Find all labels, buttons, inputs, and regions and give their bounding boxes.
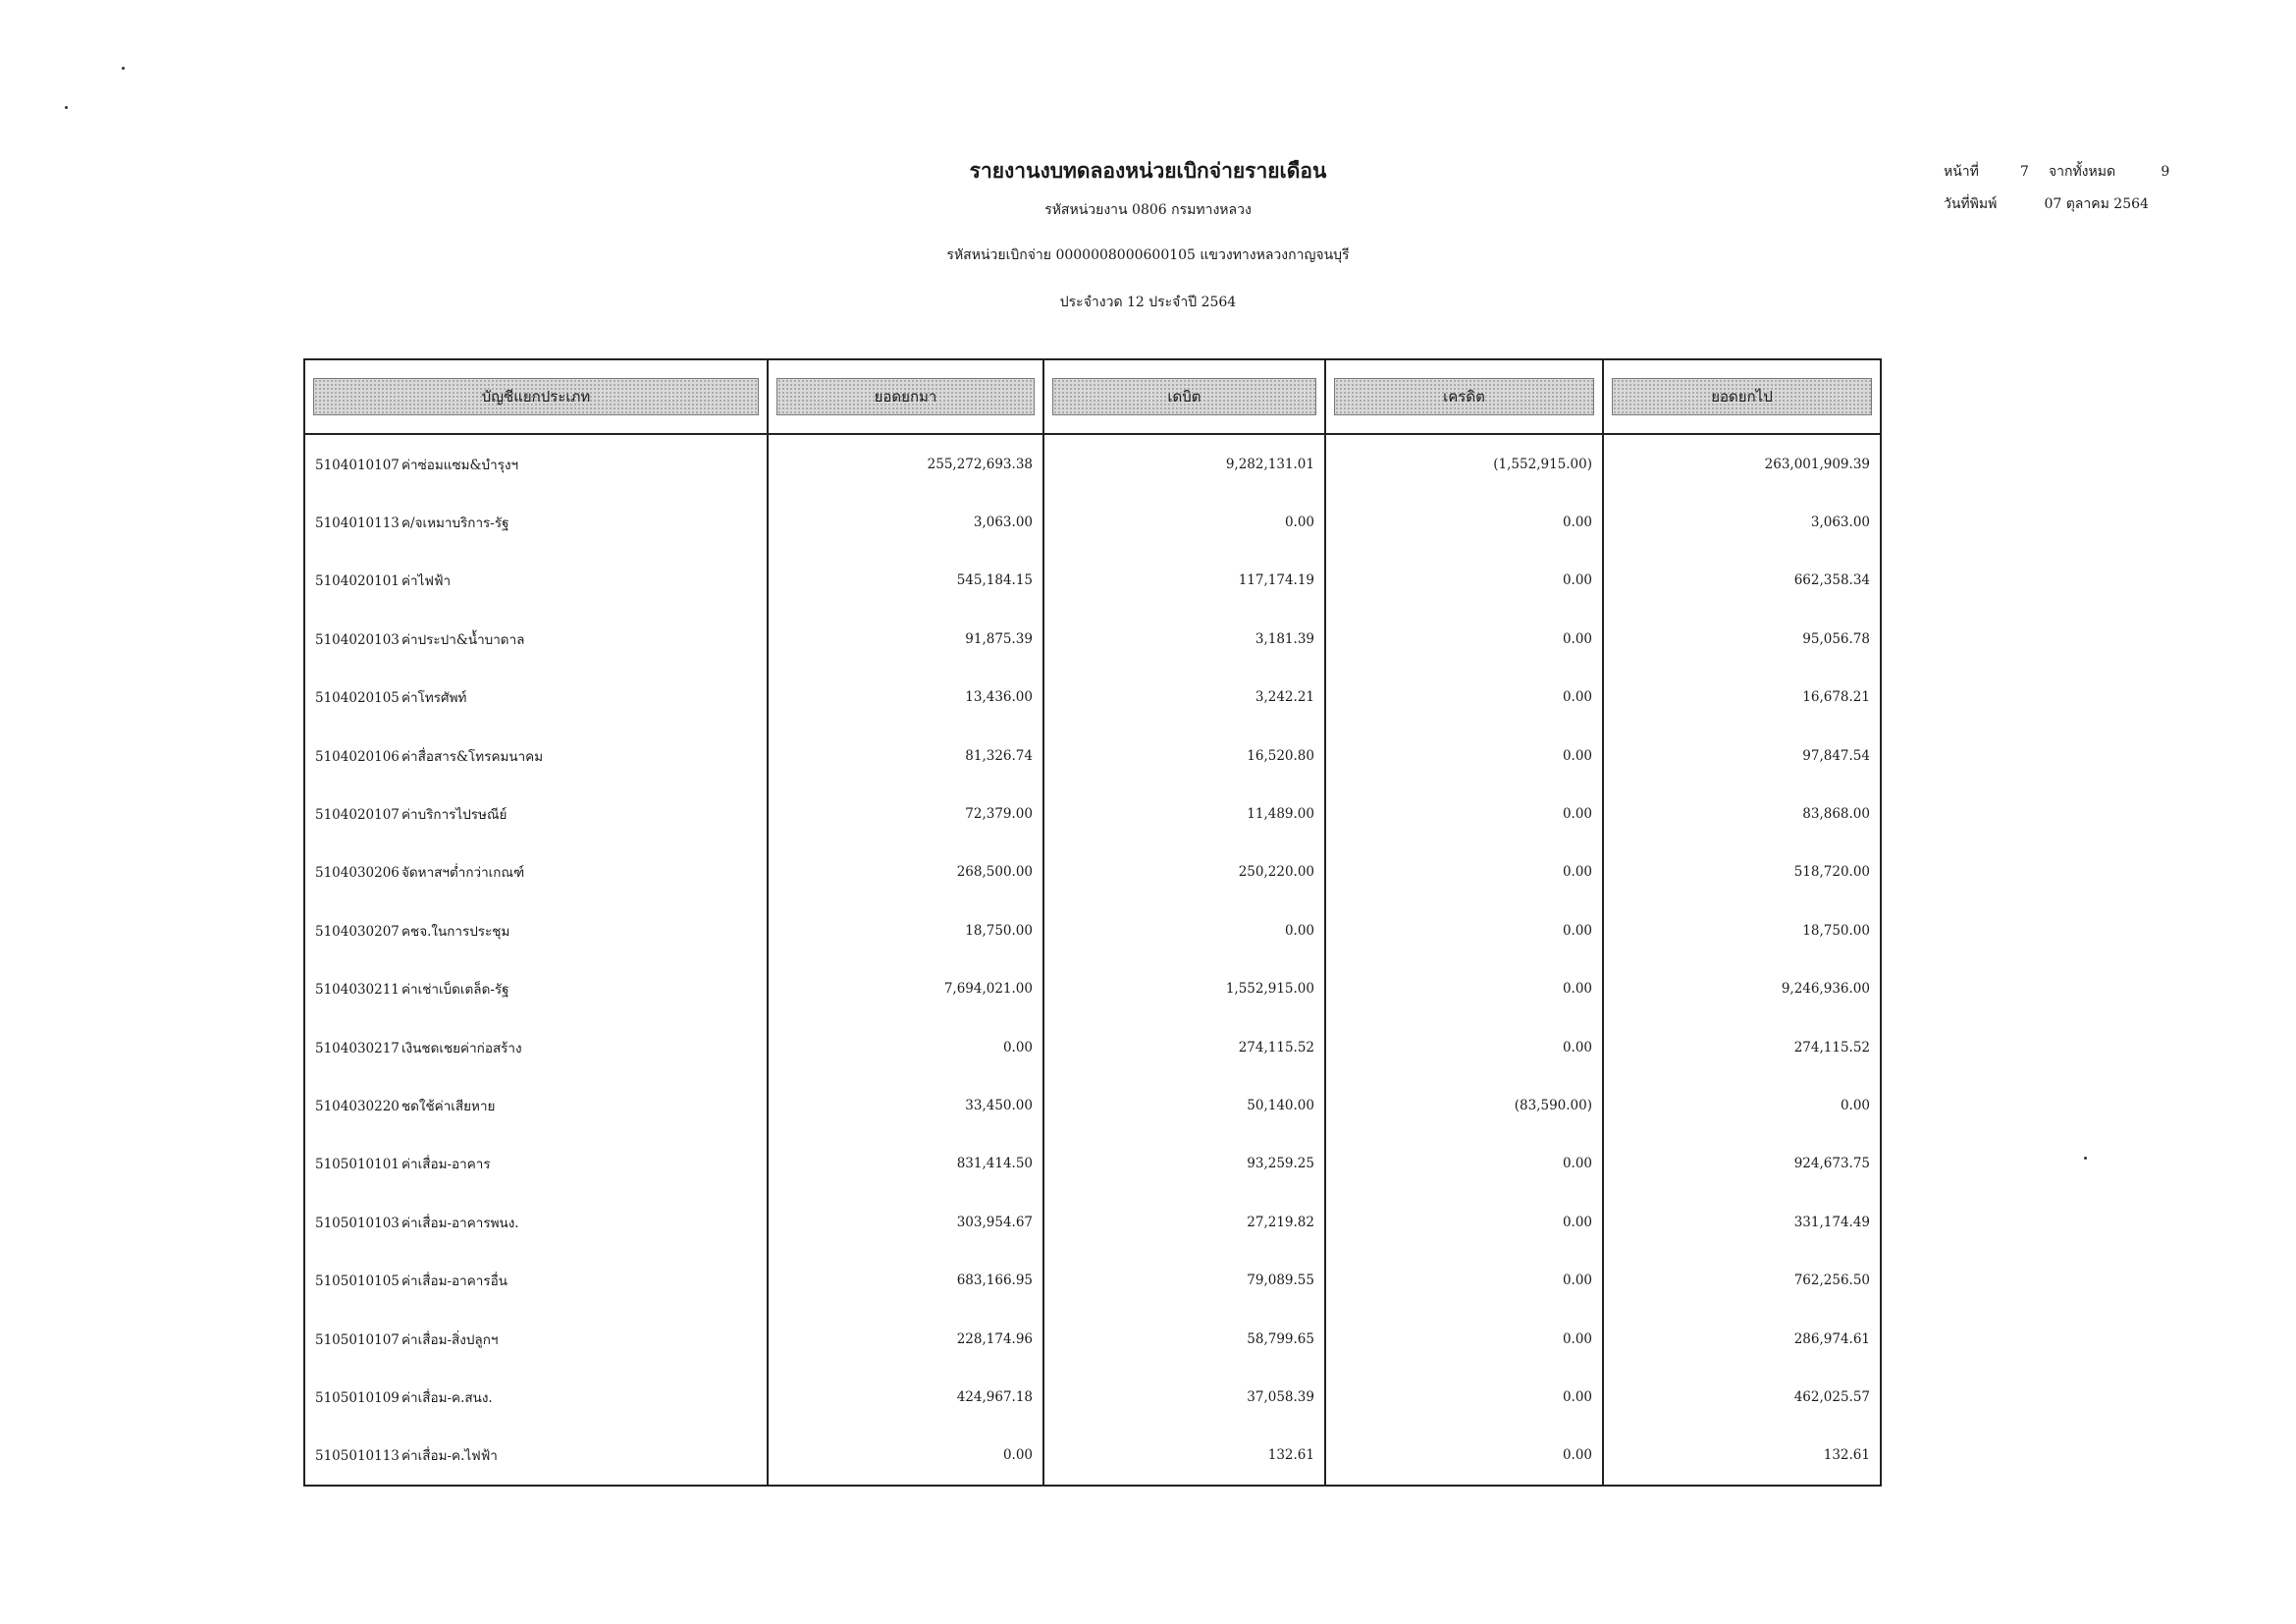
table-row [304,901,1881,959]
table-row [304,1135,1881,1193]
page-number-info [1944,161,2169,183]
brought-forward-cell: 831,414.50 [768,1135,1043,1193]
account-name: ค่าเสื่อม-อาคารพนง. [401,1215,519,1231]
page-label: หน้าที่ [1944,164,1979,180]
account-code: 5105010103 [315,1215,400,1231]
carried-forward-cell: 924,673.75 [1603,1135,1881,1193]
account-name: ค่าเสื่อม-สิ่งปลูกฯ [401,1331,499,1348]
account-code: 5105010105 [315,1273,400,1290]
account-cell [304,1368,768,1426]
account-name: ค่าซ่อมแซม&บำรุงฯ [401,457,519,473]
account-code: 5104020107 [315,807,400,824]
table-row [304,843,1881,901]
debit-cell: 0.00 [1043,901,1325,959]
credit-cell: 0.00 [1325,1368,1603,1426]
period-line: ประจำงวด 12 ประจำปี 2564 [1059,295,1237,310]
account-cell [304,1135,768,1193]
print-date: 07 ตุลาคม 2564 [2044,196,2149,212]
account-cell [304,552,768,610]
account-code: 5104030220 [315,1098,400,1114]
account-cell [304,727,768,785]
account-name: ค่าเสื่อม-ค.สนง. [401,1389,493,1406]
carried-forward-cell: 83,868.00 [1603,785,1881,842]
debit-cell: 117,174.19 [1043,552,1325,610]
account-name: เงินชดเชยค่าก่อสร้าง [401,1040,522,1056]
account-cell [304,785,768,842]
table-row [304,785,1881,842]
account-cell [304,1193,768,1251]
department-line: รหัสหน่วยงาน 0806 กรมทางหลวง [1044,202,1252,218]
credit-cell: 0.00 [1325,1193,1603,1251]
credit-cell: 0.00 [1325,1427,1603,1486]
account-code: 5104020103 [315,631,400,648]
brought-forward-cell: 13,436.00 [768,669,1043,727]
account-name: จัดหาสฯต่ำกว่าเกณฑ์ [401,865,525,882]
carried-forward-cell: 18,750.00 [1603,901,1881,959]
print-date-info [1944,193,2149,215]
credit-cell: 0.00 [1325,1251,1603,1309]
credit-cell: 0.00 [1325,843,1603,901]
brought-forward-cell: 72,379.00 [768,785,1043,842]
account-name: ค่าประปา&น้ำบาดาล [401,631,525,648]
table-row [304,1193,1881,1251]
table-row [304,1310,1881,1368]
account-name: ค/จเหมาบริการ-รัฐ [401,515,509,532]
account-code: 5104020106 [315,748,400,765]
credit-cell: 0.00 [1325,552,1603,610]
carried-forward-cell: 662,358.34 [1603,552,1881,610]
account-name: ค่าเสื่อม-ค.ไฟฟ้า [401,1448,498,1465]
brought-forward-cell: 91,875.39 [768,610,1043,668]
carried-forward-cell: 263,001,909.39 [1603,434,1881,493]
account-code: 5104030207 [315,923,400,940]
credit-cell: (83,590.00) [1325,1076,1603,1134]
credit-cell: 0.00 [1325,901,1603,959]
account-name: คชจ.ในการประชุม [401,923,510,940]
print-date-label: วันที่พิมพ์ [1944,196,1998,212]
scan-speck [2084,1157,2087,1160]
account-cell [304,1076,768,1134]
debit-cell: 58,799.65 [1043,1310,1325,1368]
column-header-credit: เครดิต [1325,359,1603,434]
column-header-account: บัญชีแยกประเภท [304,359,768,434]
account-cell [304,610,768,668]
carried-forward-cell: 9,246,936.00 [1603,960,1881,1018]
account-cell [304,1427,768,1486]
brought-forward-cell: 18,750.00 [768,901,1043,959]
brought-forward-cell: 255,272,693.38 [768,434,1043,493]
credit-cell: 0.00 [1325,1018,1603,1076]
account-cell [304,1251,768,1309]
credit-cell: 0.00 [1325,727,1603,785]
account-name: ชดใช้ค่าเสียหาย [401,1098,496,1114]
table-row [304,434,1881,493]
account-name: ค่าเสื่อม-อาคารอื่น [401,1273,507,1290]
carried-forward-cell: 274,115.52 [1603,1018,1881,1076]
brought-forward-cell: 81,326.74 [768,727,1043,785]
carried-forward-cell: 0.00 [1603,1076,1881,1134]
brought-forward-cell: 268,500.00 [768,843,1043,901]
table-row [304,610,1881,668]
account-code: 5105010101 [315,1157,400,1173]
brought-forward-cell: 0.00 [768,1018,1043,1076]
credit-cell: 0.00 [1325,610,1603,668]
brought-forward-cell: 3,063.00 [768,493,1043,551]
debit-cell: 9,282,131.01 [1043,434,1325,493]
debit-cell: 11,489.00 [1043,785,1325,842]
account-cell [304,843,768,901]
brought-forward-cell: 683,166.95 [768,1251,1043,1309]
carried-forward-cell: 97,847.54 [1603,727,1881,785]
carried-forward-cell: 762,256.50 [1603,1251,1881,1309]
debit-cell: 274,115.52 [1043,1018,1325,1076]
account-code: 5104010107 [315,457,400,473]
debit-cell: 16,520.80 [1043,727,1325,785]
account-name: ค่าโทรศัพท์ [401,690,467,707]
table-row [304,669,1881,727]
carried-forward-cell: 95,056.78 [1603,610,1881,668]
account-code: 5104020101 [315,573,400,590]
total-pages-label: จากทั้งหมด [2048,164,2116,180]
debit-cell: 50,140.00 [1043,1076,1325,1134]
debit-cell: 132.61 [1043,1427,1325,1486]
disbursement-unit-line: รหัสหน่วยเบิกจ่าย 0000008000600105 แขวงทางหลวงกาญจนบุรี [946,247,1350,263]
brought-forward-cell: 545,184.15 [768,552,1043,610]
brought-forward-cell: 424,967.18 [768,1368,1043,1426]
scan-speck [122,67,125,70]
account-code: 5104030211 [315,982,400,999]
debit-cell: 27,219.82 [1043,1193,1325,1251]
brought-forward-cell: 33,450.00 [768,1076,1043,1134]
debit-cell: 3,242.21 [1043,669,1325,727]
page-number: 7 [2019,164,2029,180]
debit-cell: 3,181.39 [1043,610,1325,668]
credit-cell: 0.00 [1325,1135,1603,1193]
brought-forward-cell: 7,694,021.00 [768,960,1043,1018]
total-pages: 9 [2161,164,2170,180]
account-code: 5105010113 [315,1448,400,1465]
account-cell [304,434,768,493]
account-cell [304,669,768,727]
account-code: 5104020105 [315,690,400,707]
column-header-debit: เดบิต [1043,359,1325,434]
debit-cell: 79,089.55 [1043,1251,1325,1309]
carried-forward-cell: 16,678.21 [1603,669,1881,727]
credit-cell: 0.00 [1325,785,1603,842]
table-row [304,552,1881,610]
account-name: ค่าไฟฟ้า [401,573,452,590]
credit-cell: (1,552,915.00) [1325,434,1603,493]
account-name: ค่าสื่อสาร&โทรคมนาคม [401,748,544,765]
table-row [304,1251,1881,1309]
account-cell [304,960,768,1018]
table-row [304,960,1881,1018]
account-cell [304,901,768,959]
debit-cell: 1,552,915.00 [1043,960,1325,1018]
account-name: ค่าบริการไปรษณีย์ [401,807,507,824]
table-row [304,727,1881,785]
account-code: 5104030217 [315,1040,400,1056]
debit-cell: 0.00 [1043,493,1325,551]
account-cell [304,1310,768,1368]
column-header-brought-forward: ยอดยกมา [768,359,1043,434]
account-code: 5105010109 [315,1389,400,1406]
carried-forward-cell: 286,974.61 [1603,1310,1881,1368]
table-row [304,493,1881,551]
debit-cell: 37,058.39 [1043,1368,1325,1426]
scan-speck [65,106,68,109]
carried-forward-cell: 132.61 [1603,1427,1881,1486]
credit-cell: 0.00 [1325,493,1603,551]
account-code: 5105010107 [315,1331,400,1348]
carried-forward-cell: 462,025.57 [1603,1368,1881,1426]
credit-cell: 0.00 [1325,669,1603,727]
account-name: ค่าเช่าเบ็ดเตล็ด-รัฐ [401,982,509,999]
table-row [304,1018,1881,1076]
brought-forward-cell: 0.00 [768,1427,1043,1486]
table-row [304,1076,1881,1134]
report-title: รายงานงบทดลองหน่วยเบิกจ่ายรายเดือน [969,158,1327,183]
brought-forward-cell: 303,954.67 [768,1193,1043,1251]
table-header-row [304,359,1881,434]
account-cell [304,493,768,551]
debit-cell: 250,220.00 [1043,843,1325,901]
brought-forward-cell: 228,174.96 [768,1310,1043,1368]
column-header-carried-forward: ยอดยกไป [1603,359,1881,434]
account-cell [304,1018,768,1076]
credit-cell: 0.00 [1325,960,1603,1018]
carried-forward-cell: 331,174.49 [1603,1193,1881,1251]
account-name: ค่าเสื่อม-อาคาร [401,1157,491,1173]
carried-forward-cell: 518,720.00 [1603,843,1881,901]
credit-cell: 0.00 [1325,1310,1603,1368]
carried-forward-cell: 3,063.00 [1603,493,1881,551]
account-code: 5104030206 [315,865,400,882]
account-code: 5104010113 [315,515,400,532]
debit-cell: 93,259.25 [1043,1135,1325,1193]
table-row [304,1368,1881,1426]
trial-balance-table [303,358,1882,1487]
table-row [304,1427,1881,1486]
